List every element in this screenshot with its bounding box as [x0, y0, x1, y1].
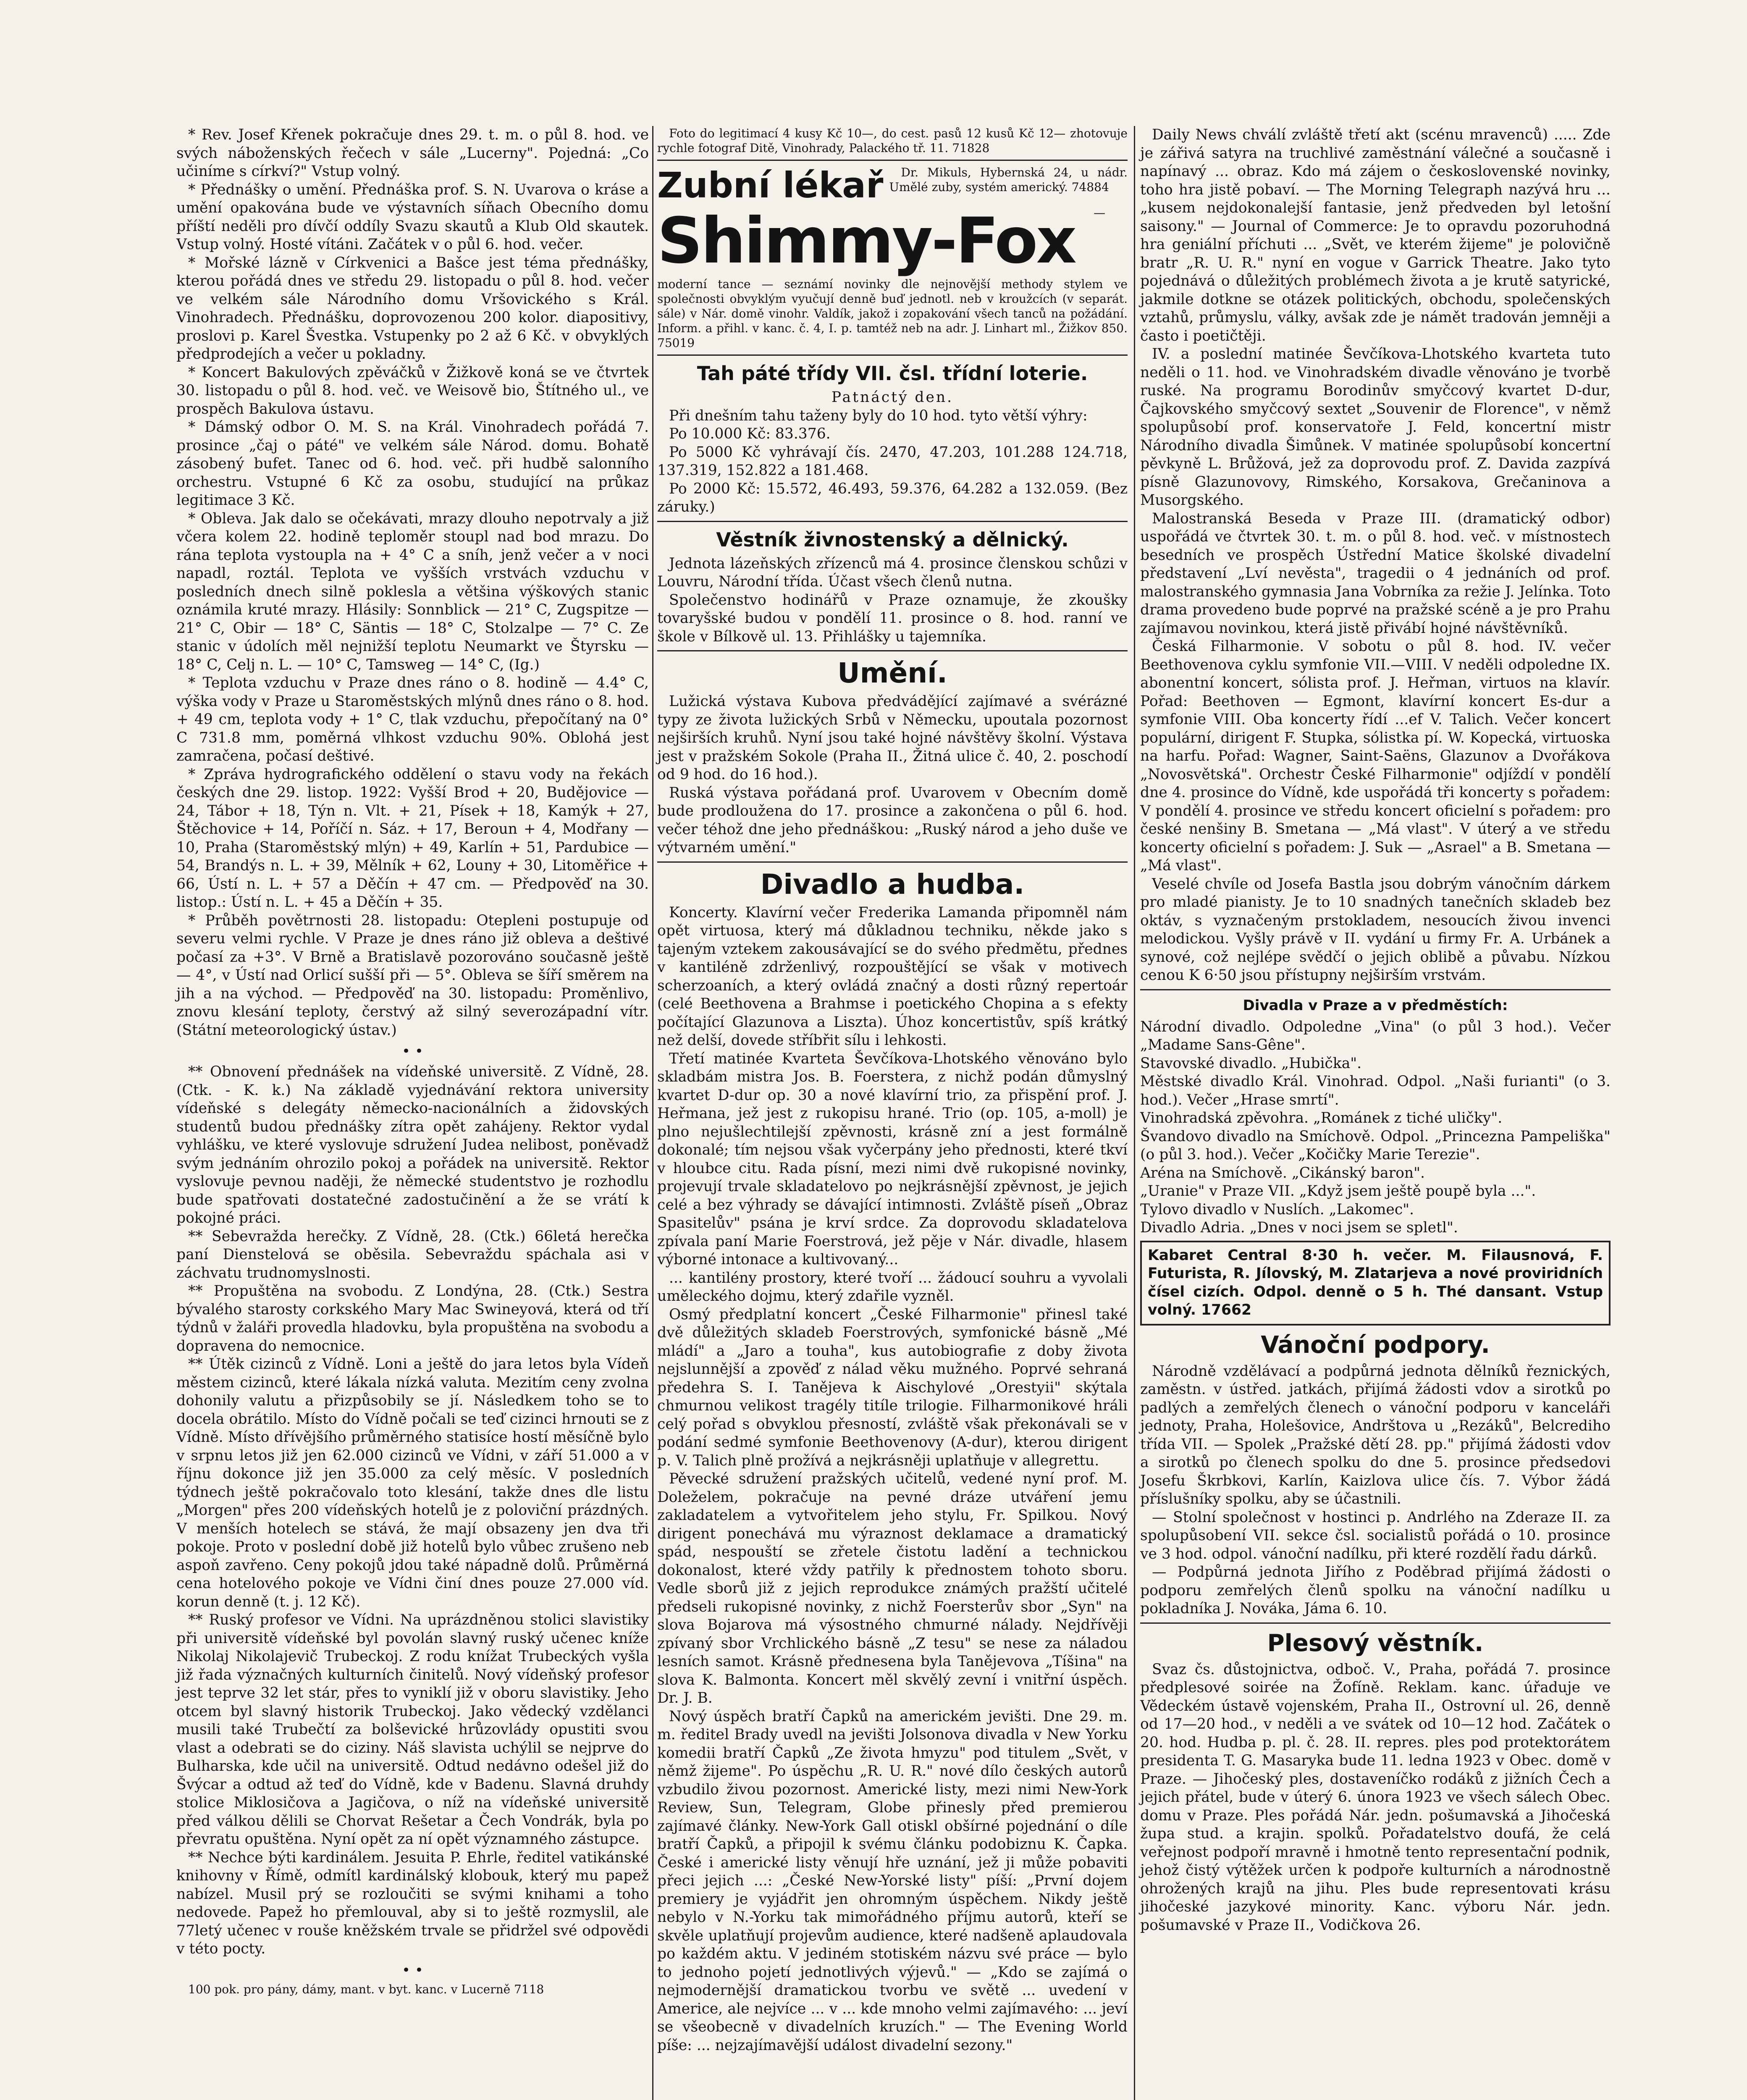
news-item: ** Nechce býti kardinálem. Jesuita P. Ehrle, ředitel vatikánské knihovny v Římě, odmítl kardinálský klobouk, který mu papež nabízel. Musil prý se rozloučiti se svými knihami a toho nedovede. Papež ho přemlouval, aby si to ještě rozmyslil, ale 77letý učenec v rouše kněžském trvale se přidržel své odpovědi v této pocty. [176, 1849, 649, 1957]
news-item: IV. a poslední matinée Ševčíkova-Lhotského kvarteta tuto neděli o 11. hod. ve Vinohradském divadle věnováno je tvorbě ruské. Na programu Borodinův smyčcový kvartet D-dur, Čajkovského smyčcový sextet „Souvenir de Florence", v němž spolupůsobí prof. konservatoře J. Feld, koncertní mistr Národního divadla Šimůnek. V matinée spolupůsobí koncertní pěvkyně L. Brůžová, jež za doprovodu prof. Z. Davida zazpívá písně Glazunovovy, Rimského, Korsakova, Grečaninova a Musorgského. [1140, 346, 1611, 509]
lottery-heading: Tah páté třídy VII. čsl. třídní loterie. [697, 362, 1088, 385]
news-item: Koncerty. Klavírní večer Frederika Lamanda připomněl nám opět virtuosa, který má důkladnou techniku, někde jako s tajeným vztekem zakousávající se do svého předmětu, přednes v kantiléně zdrženlivý, rozpouštějící se však v motivech scherzoaních, a který ovládá značný a dosti různý repertoár (celé Beethovena a Brahmse i poetického Chopina a s efekty počítající Glazunova a Liszta). Úhoz koncertistův, spíš krátký než delší, dovede stříbřit sílu i lehkosti. [657, 904, 1128, 1049]
news-item: ** Sebevražda herečky. Z Vídně, 28. (Ctk.) 66letá herečka paní Dienstelová se oběsila. Sebevraždu spáchala asi v záchvatu trudnomyslnosti. [176, 1228, 649, 1281]
news-item: Nový úspěch bratří Čapků na americkém jevišti. Dne 29. m. m. ředitel Brady uvedl na jevišti Jolsonova divadla v New Yorku komedii bratří Čapků „Ze života hmyzu" pod titulem „Svět, v němž žijeme". Po úspěchu „R. U. R." nové dílo českých autorů vzbudilo živou pozornost. Americké listy, mezi nimi New-York Review, Sun, Telegram, Globe přinesly před premierou zajímavé články. New-York Gall otiskl obšírné pojednání o díle bratří Čapků, a připojil k svému článku podobiznu K. Čapka. České i americké listy věnují hře uznání, jež ji může pobaviti přeci jejich ...: „České New-Yorské listy" píší: „První dojem premiery je vyjádřit jen ohromným úspěchem. Nikdy ještě nebylo v N.-Yorku tak mimořádného příjmu autorů, kteří se skvěle uplatňují projevům audience, které nadšeně aplaudovala po každém aktu. V jediném stotiském názvu své práce — bylo to jednoho pojetí jednotlivých výjevů." — „Kdo se zajímá o nejmodernější dramatickou tvorbu ve světě ... uvedení v Americe, ale nejvíce ... v ... kde mnoho velmi zajímavého: ... jeví se všeobecně v divadelních kruzích." — The Evening World píše: ... nejzajímavější událost divadelní sezony." [657, 1708, 1128, 2054]
classified-ad: 100 pok. pro pány, dámy, mant. v byt. kanc. v Lucerně 7118 [188, 1982, 544, 1996]
lottery-text: Při dnešním tahu taženy byly do 10 hod. tyto větší výhry: [669, 407, 1088, 424]
theatre-item: „Uranie" v Praze VII. „Když jsem ještě poupě byla ...". [1140, 1183, 1536, 1200]
news-item: ** Útěk cizinců z Vídně. Loni a ještě do jara letos byla Vídeň městem cizinců, které lákala nízká valuta. Mezitím ceny zvolna dohonily valutu a přizpůsobily se jí. Následkem toho se to docela obrátilo. Místo do Vídně počali se teď cizinci hrnouti se z Vídně. Místo dřívějšího průměrného statisíce hostí měsíčně bylo v srpnu letos již jen 62.000 cizinců ve Vídni, v září 51.000 a v říjnu dokonce již jen 35.000 za celý měsíc. V posledních týdnech ještě pokračovalo toto klesání, takže dnes dle listu „Morgen" přes 200 vídeňských hotelů je z poloviční prázdných. V menších hotelech se stává, že mají obsazeny jen dva tři pokoje. Proto v poslední době již hotelů bylo vůbec zrušeno neb aspoň zavřeno. Ceny pokojů jdou také nápadně dolů. Průměrná cena hotelového pokoje ve Vídni činí dnes pouze 27.000 víd. korun denně (t. j. 12 Kč). [176, 1356, 649, 1610]
news-item: Národně vzdělávací a podpůrná jednota dělníků řeznických, zaměstn. v ústřed. jatkách, přijímá žádosti vdov a sirotků po padlých a zemřelých členech o vánoční podporu v kanceláři jednoty, Praha, Holešovice, Andrštova u „Rezáků", Belcrediho třída VII. — Spolek „Pražské dětí 28. pp." přijímá žádosti vdov a sirotků po členech spolku do dne 5. prosince předsedovi Josefu Škrbkovi, Karlín, Kaizlova ulice čís. 7. Výbor žádá příslušníky spolku, aby se účastnili. [1140, 1362, 1611, 1507]
lottery-text: Po 10.000 Kč: 83.376. [669, 425, 831, 442]
lottery-text: Po 5000 Kč vyhrávají čís. 2470, 47.203, 101.288 124.718, 137.319, 152.822 a 181.468. [657, 444, 1128, 479]
news-item: Veselé chvíle od Josefa Bastla jsou dobrým vánočním dárkem pro mladé pianisty. Je to 10 snadných tanečních skladeb bez oktáv, s vyznačeným prstokladem, nesoucích živou invenci melodickou. Vyšly právě v II. vydání u firmy Fr. A. Urbánek a synové, což nejlépe svědčí o jejich oblibě a půvabu. Nízkou cenou K 6·50 jsou přístupny nejširším vrstvám. [1140, 875, 1611, 984]
ad-kabaret-central [1140, 1241, 1611, 1326]
ad-shimmy-fox [657, 205, 1128, 350]
divadlo-heading: Divadlo a hudba. [760, 868, 1025, 900]
vanocni-heading: Vánoční podpory. [1261, 1331, 1490, 1359]
news-item: * Přednášky o umění. Přednáška prof. S. N. Uvarova o kráse a umění opakována bude ve výstavních síňach Obecního domu příští neděli pro dívčí oddíly Svazu skautů a Klub Old skautek. Vstup volný. Hosté vítáni. Začátek v o půl 6. hod. večer. [176, 181, 649, 253]
divider [1140, 989, 1611, 990]
theatre-item: Národní divadlo. Odpoledne „Vina" (o půl 3 hod.). Večer „Madame Sans-Gêne". [1140, 1018, 1611, 1053]
news-item: Lužická výstava Kubova předvádějící zajímavé a svérázné typy ze života lužických Srbů v Německu, upoutala pozornost nejširších kruhů. Nyní jsou také hojné návštěvy školní. Výstava jest v pražském Sokole (Praha II., Žitná ulice č. 40, 2. poschodí od 9 hod. do 16 hod.). [657, 693, 1128, 783]
theatre-item: Městské divadlo Král. Vinohrad. Odpol. „Naši furianti" (o 3. hod.). Večer „Hrase smrtí". [1140, 1073, 1611, 1108]
news-item: * Zpráva hydrografického oddělení o stavu vody na řekách českých dne 29. listop. 1922: Vyšší Brod + 20, Budějovice — 24, Tábor + 18, Týn n. Vlt. + 21, Písek + 18, Kamýk + 27, Štěchovice + 14, Poříčí n. Sáz. + 17, Beroun + 4, Modřany — 10, Praha (Staroměstský mlýn) + 49, Karlín + 51, Pardubice — 54, Brandýs n. L. + 39, Mělník + 62, Louny + 30, Litoměřice + 66, Ústí n. L. + 57 a Děčín + 47 cm. — Předpověď na 30. listop.: Ústí n. L. + 45 a Děčín + 35. [176, 766, 649, 911]
divider [657, 861, 1128, 863]
news-item: * Mořské lázně v Církvenici a Bašce jest téma přednášky, kterou pořádá dnes ve středu 29. listopadu o půl 8. hod. večer ve velkém sále Národního domu Vršovického s Král. Vinohradech. Přednášku, doprovozenou 200 kolor. diapositivy, proslovi p. Karel Švestka. Vstupenky po 2 až 6 Kč. v obvyklých předprodejích a večer u pokladny. [176, 254, 649, 362]
column-3 [1140, 126, 1611, 1935]
theatre-item: Aréna na Smíchově. „Cikánský baron". [1140, 1164, 1425, 1181]
vestnik-heading: Věstník živnostenský a dělnický. [716, 528, 1069, 551]
theatre-item: Švandovo divadlo na Smíchově. Odpol. „Princezna Pampeliška" (o půl 3. hod.). Večer „Kočičky Marie Terezie". [1140, 1128, 1611, 1163]
news-item: Pěvecké sdružení pražských učitelů, vedené nyní prof. M. Doleželem, pokračuje na pevné dráze utváření jemu zakladatelem a vytvořitelem jeho stylu, Fr. Spilkou. Nový dirigent ponechává mu výraznost deklamace a dramatický spád, nespouští se zřetele čistotu ladění a technickou dokonalost, které vždy patřily k přednostem tohoto sboru. Vedle sborů již z jejich reprodukce známých pražští učitelé předseli rukopisné novinky, z nichž Foersterův sbor „Syn" na slova Bojarova má výsostného chmurné nálady. Nejdřívěji zpívaný sbor Vrchlického básně „Z tesu" se nese za náladou lesních samot. Krásně přednesena byla Tanějevova „Tíšina" na slova K. Balmonta. Koncert měl skvělý zevní i vnitřní úspěch. Dr. J. B. [657, 1470, 1128, 1706]
news-item: Osmý předplatní koncert „České Filharmonie" přinesl také dvě důležitých skladeb Foerstrových, symfonické básně „Mé mládí" a „Jaro a touha", kus autobiografie z doby života nejslunnější a zpověď z nálad věku mužného. Poprvé sehraná předehra S. I. Tanějeva k Aischylové „Orestyii" skýtala chmurnou velikost tragély titíle trilogie. Filharmonikové hráli celý pořad s obvyklou přesností, zvláště však překonávali se v podání sedmé symfonie Beethovenovy (A-dur), kterou dirigent p. V. Talich plně prožívá a nejkrásněji uplatňuje v allegrettu. [657, 1306, 1128, 1469]
ad-zubni-lekar [657, 165, 1128, 205]
news-item: * Průběh povětrnosti 28. listopadu: Otepleni postupuje od severu velmi rychle. V Praze je dnes ráno již obleva a deštivé počasí za +3°. V Brně a Bratislavě pozorováno současně ještě — 4°, v Ústí nad Orlicí sušší při — 5°. Obleva se šíří směrem na jih a na východ. — Předpověď na 30. listopadu: Proměnlivo, znovu klesání teploty, čerstvý až silný severozápadní vítr. (Státní meteorologický ústav.) [176, 912, 649, 1039]
news-item: * Obleva. Jak dalo se očekávati, mrazy dlouho nepotrvaly a již včera kolem 22. hodině teploměr stoupl nad bod mrazu. Do rána teplota vystoupla na + 4° C a sníh, jenž večer a v noci napadl, roztál. Teplota ve vyšších vrstvách vzduchu v posledních dnech silně poklesla a většina výškových stanic oznámila kruté mrazy. Hlásily: Sonnblick — 21° C, Zugspitze — 21° C, Obir — 18° C, Säntis — 18° C, Stolzalpe — 7° C. Ze stanic v údolích měl nejnižší teplotu Neumarkt ve Štyrsku — 18° C, Celj n. L. — 10° C, Tamsweg — 14° C, (Ig.) [176, 510, 649, 673]
news-item: Česká Filharmonie. V sobotu o půl 8. hod. IV. večer Beethovenova cyklu symfonie VII.—VIII. V neděli odpoledne IX. abonentní koncert, sólista prof. J. Heřman, virtuos na klavír. Pořad: Beethoven — Egmont, klavírní koncert Es-dur a symfonie VIII. Oba koncerty řídí ...ef V. Talich. Večer koncert populární, dirigent F. Stupka, sólistka pí. W. Kopecká, virtuoska na harfu. Pořad: Wagner, Saint-Saëns, Glazunov a Dvořákova „Novosvětská". Orchestr České Filharmonie" odjíždí v pondělí dne 4. prosince do Vídně, kde uspořádá tři koncerty s pořadem: V pondělí 4. prosince ve středu koncert oficielní s pořadem: pro české nenšiny B. Smetana — „Má vlast". V úterý a ve středu koncerty oficielní s pořadem: J. Suk — „Asrael" a B. Smetana — „Má vlast". [1140, 638, 1611, 874]
news-item: ... kantilény prostory, které tvoří ... žádoucí souhru a vyvolali uměleckého dojmu, který zdařile vyzněl. [657, 1269, 1128, 1305]
theatre-item: Divadlo Adria. „Dnes v noci jsem se spletl". [1140, 1219, 1458, 1236]
news-item: Ruská výstava pořádaná prof. Uvarovem v Obecním domě bude prodloužena do 17. prosince a zakončena o půl 6. hod. večer téhož dne jeho přednáškou: „Ruský národ a jeho duše ve výtvarném umění." [657, 784, 1128, 856]
column-1 [176, 126, 649, 1997]
news-item: Malostranská Beseda v Praze III. (dramatický odbor) uspořádá ve čtvrtek 30. t. m. o půl 8. hod. več. v místnostech besedních ve prospěch Ústřední Matice školské divadelní představení „Lví nevěsta", tragedii o 4 jednáních od prof. malostranského gymnasia Jana Vobrníka za režie J. Jelínka. Toto drama provedeno bude poprvé na pražské scéně a je pro Prahu zajímavou novinkou, která jistě přivábí hojné návštěvníků. [1140, 510, 1611, 637]
column-rule [1134, 126, 1135, 2100]
divadla-heading: Divadla v Praze a v předměstích: [1243, 997, 1508, 1014]
divider [657, 354, 1128, 356]
theatre-item: Stavovské divadlo. „Hubička". [1140, 1055, 1362, 1072]
news-item: — Podpůrná jednota Jiřího z Poděbrad přijímá žádosti o podporu zemřelých členů spolku na vánoční nadílku u pokladníka J. Nováka, Jámа 6. 10. [1140, 1564, 1611, 1617]
ad-foto: Foto do legitimací 4 kusy Kč 10—, do cest. pasů 12 kusů Kč 12— zhotovuje rychle fotograf Ditě, Vinohrady, Palackého tř. 11. 71828 [657, 126, 1128, 155]
lottery-subheading: Patnáctý den. [831, 389, 954, 406]
news-item: Jednota lázeňských zřízenců má 4. prosince členskou schůzi v Louvru, Národní třída. Účast všech členů nutna. [657, 555, 1128, 590]
ad-zubni-text: Dr. Mikuls, Hybernská 24, u nádr. Umělé zuby, systém americký. 74884 [889, 165, 1128, 194]
ad-shimmy-text: — moderní tance — seznámí novinky dle nejnovější methody stylem ve společnosti obvyklým vyučují denně buď jednotl. neb v kroužcích (v separát. sále) v Nár. domě vinohr. Valdík, jakož i zopakování všech tanců na požádání. Inform. a přihl. v kanc. č. 4, I. p. tamtéž neb na adr. J. Linhart ml., Žižkov 850. 75019 [657, 206, 1128, 350]
news-item: Třetí matinée Kvarteta Ševčíkova-Lhotského věnováno bylo skladbám mistra Jos. B. Foerstera, z nichž podán důmyslný kvartet D-dur op. 30 a nové klavírní trio, za přispění prof. J. Heřmana, jež jest z rukopisu hrané. Trio (op. 105, a-moll) je plno nejušlechtilejší zpěvnosti, krásně zní a jest formálně dokonalé; tím nejsou však vyčerpány jeho přednosti, které tkví v hloubce citu. Rada písní, mezi nimi dvě rukopisné novinky, projevují trvale skladatelovo po nejkrásnější zpěvnost, je jejich celé a bez výhrady se dávající intimnosti. Zvláště píseň „Obraz Spasitelův" psána je krví srdce. Za doprovodu skladatelova zpívala paní Marie Foerstrová, jež pěje v Nár. divadle, hlasem výborné intonace a kultivovaný... [657, 1050, 1128, 1268]
news-item: Daily News chválí zvláště třetí akt (scénu mravenců) ..... Zde je zářivá satyra na truchlivé zaměstnání válečné a současně i napínavý ... obraz. Kdo má zájem o československé novinky, toho hra jistě pobaví. — The Morning Telegraph nazývá hru ... „kusem nejdokonalejší fantasie, jenž předveden byl letošní saisony." — Journal of Commerce: Je to opravdu pozoruhodná hra geniální příchuti ... „Svět, ve kterém žijeme" je polovičně bratr „R. U. R." nyní en vogue v Garrick Theatre. Jako tyto pojednává o důležitých problémech života a je krutě satyrické, jakmile dotkne se otázek politických, obchodu, společenských vztahů, průmyslu, války, avšak zde je námět tradován jemněji a často i poetičtěji. [1140, 126, 1611, 344]
ad-kabaret-text: Kabaret Central 8·30 h. večer. M. Filausnová, F. Futurista, R. Jílovský, M. Zlatarjeva a nové proviridních čísel cizích. Odpol. denně o 5 h. Thé dansant. Vstup volný. 17662 [1148, 1247, 1603, 1318]
separator: • • [402, 1043, 423, 1060]
news-item: * Teplota vzduchu v Praze dnes ráno o 8. hodině — 4.4° C, výška vody v Praze u Staroměstských mlýnů dnes ráno o 8. hod. + 49 cm, teplota vody + 1° C, tlak vzduchu, přepočítaný na 0° C 731.8 mm, poměrná vlhkost vzduchu 90%. Oblohá jest zamračena, počasí deštivé. [176, 675, 649, 764]
news-item: * Dámský odbor O. M. S. na Král. Vinohradech pořádá 7. prosince „čaj o páté" ve velkém sále Národ. domu. Bohatě zásobený bufet. Tanec od 6. hod. več. při hudbě salonního orchestru. Vstupné 6 Kč za osobu, studující na průkaz legitimace 3 Kč. [176, 419, 649, 509]
news-item: ** Ruský profesor ve Vídni. Na uprázdněnou stolici slavistiky při universitě vídeňské byl povolán slavný ruský učenec kníže Nikolaj Nikolajevič Trubeckoj. Z rodu knížat Trubeckých vyšla již řada význačných kulturních činitelů. Nový vídeňský profesor jest teprve 32 let stár, přes to vyniklí již v oboru slavistiky. Jeho otcem byl slavný historik Trubeckoj. Jako vědecký vzdělanci musili také Trubečtí za bolševické hrůzovlády opustiti svou vlast a odebrati se do ciziny. Náš slavista uchýlil se nejprve do Bulharska, kde učil na universitě. Odtud nedávno odešel již do Švýcar a odtud až teď do Vídně, kde v Badenu. Slavná druhdy stolice Miklosičova a Jagičova, o níž na vídeňské universitě před válkou dělili se Chorvat Rešetar a Čech Vondrák, byla po převratu opuštěna. Nyní opět za ní opět významného zástupce. [176, 1612, 649, 1848]
separator: • • [402, 1961, 423, 1979]
news-item: * Koncert Bakulových zpěváčků v Žižkově koná se ve čtvrtek 30. listopadu o půl 8. hod. več. ve Weisově bio, Štítného ul., ve prospěch Bakulova ústavu. [176, 364, 649, 417]
lottery-text: Po 2000 Kč: 15.572, 46.493, 59.376, 64.282 a 132.059. (Bez záruky.) [657, 480, 1128, 515]
column-2 [657, 126, 1128, 2055]
divider [657, 521, 1128, 522]
theatre-list [1140, 1018, 1611, 1237]
theatre-item: Vinohradská zpěvohra. „Románek z tiché uličky". [1140, 1110, 1503, 1126]
divider [657, 650, 1128, 651]
news-item: * Rev. Josef Křenek pokračuje dnes 29. t. m. o půl 8. hod. ve svých náboženských řečech v sále „Lucerny". Pojedná: „Co učiníme s církví?" Vstup volný. [176, 126, 649, 180]
ad-zubni-heading: Zubní lékař [657, 165, 884, 206]
news-item: ** Propuštěna na svobodu. Z Londýna, 28. (Ctk.) Sestra bývalého starosty corkského Mary Mac Swineyová, která od tří týdnů v žaláři provedla hladovku, byla propuštěna na svobodu a dopravena do nemocnice. [176, 1283, 649, 1354]
divider [1140, 1622, 1611, 1624]
theatre-item: Tylovo divadlo v Nuslích. „Lakomec". [1140, 1201, 1414, 1218]
divider [657, 160, 1128, 161]
news-item: Společenstvo hodinářů v Praze oznamuje, že zkoušky tovaryšské budou v pondělí 11. prosince o 8. hod. ranní ve škole v Bílkově ul. 13. Přihlášky u tajemníka. [657, 591, 1128, 645]
news-item: ** Obnovení přednášek na vídeňské universitě. Z Vídně, 28. (Ctk. - K. k.) Na základě vyjednávání rektora university vídeňské s delegáty německo-nacionálních a židovských studentů budou přednášky zítra opět zahájeny. Rektor vydal vyhlášku, ve které vyslovuje sdružení Judea nelibost, poněvadž svým jednáním ohrozilo pokoj a pořádek na universitě. Rektor vyslovuje pevnou naději, že německé studentstvo je rozhodlu bude spatřovati dostatečné zadostučinění a že se vrátí k pokojné práci. [176, 1063, 649, 1226]
news-item: — Stolní společnost v hostinci p. Andrlého na Zderaze II. za spolupůsobení VII. sekce čsl. socialistů pořádá o 10. prosince ve 3 hod. odpol. vánoční nadílku, při které rozdělí řadu dárků. [1140, 1509, 1611, 1562]
plesovy-heading: Plesový věstník. [1267, 1629, 1484, 1657]
news-item: Svaz čs. důstojnictva, odboč. V., Praha, pořádá 7. prosince předplesové soirée na Žofíně. Reklam. kanc. úřaduje ve Vědeckém ústavě vojenském, Praha II., Ostrovní ul. 26, denně od 17—20 hod., v neděli a ve svátek od 10—12 hod. Začátek o 20. hod. Hudba p. pl. č. 28. II. repres. ples pod protektorátem presidenta T. G. Masaryka bude 11. ledna 1923 v Obec. domě v Praze. — Jihočeský ples, dostaveníčko rodáků z jižních Čech a jejich přátel, bude v úterý 6. února 1923 ve všech sálech Obec. domu v Praze. Ples pořádá Nár. jedn. pošumavská a Jihočeská župa stud. a krajin. spolků. Pořadatelstvo doufá, že celá veřejnost podpoří mravně i hmotně tento representační podnik, jehož čistý výtěžek určen k podpoře kulturních a národnostně ohrožených krajů na jihu. Ples bude representovati krásu jihočeské jazykové minority. Kanc. výboru Nár. jedn. pošumavské v Praze II., Vodičkova 26. [1140, 1661, 1611, 1934]
column-rule [652, 126, 653, 2100]
ad-shimmy-heading: Shimmy-Fox [657, 205, 1075, 278]
umeni-heading: Umění. [837, 657, 947, 689]
